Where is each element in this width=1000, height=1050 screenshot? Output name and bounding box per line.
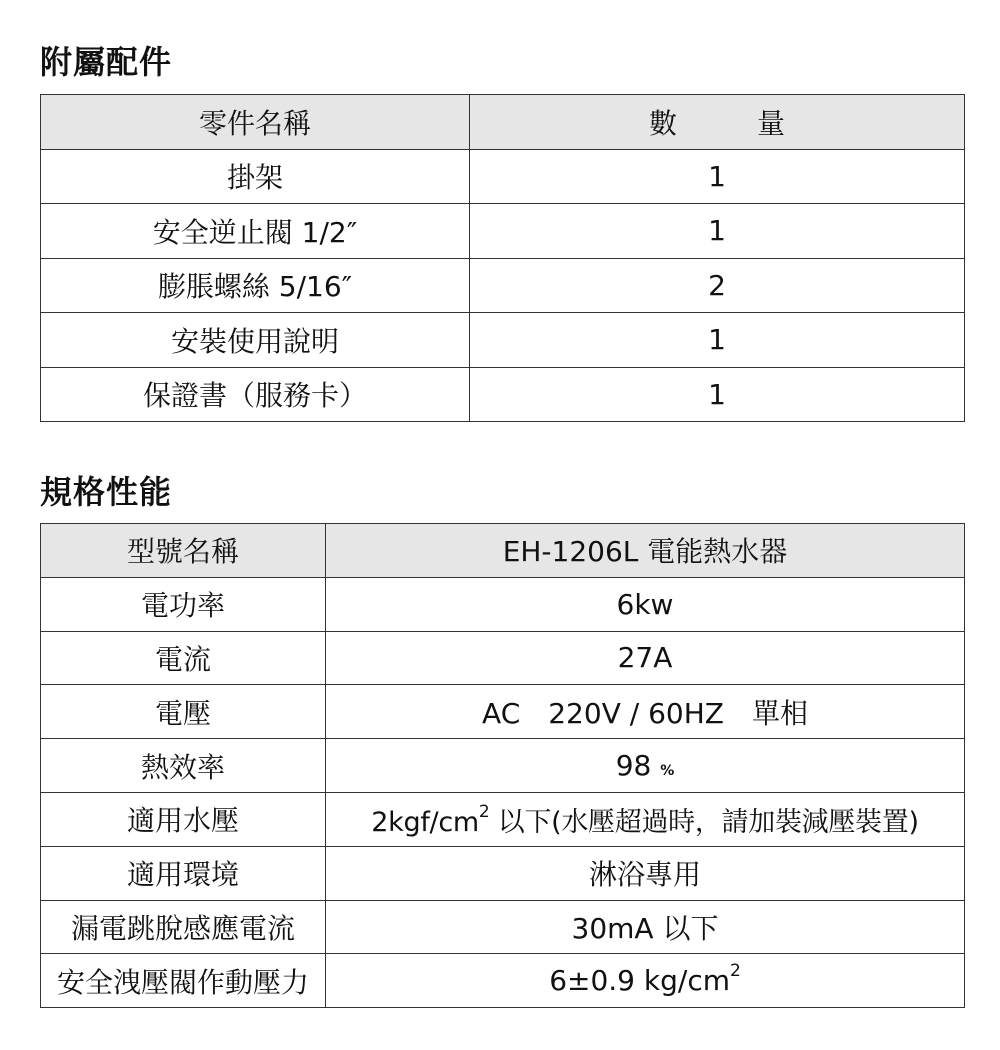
- spec-value: [326, 792, 965, 846]
- table-row: [41, 792, 965, 846]
- part-name-cell: 膨脹螺絲 5/16″: [41, 258, 470, 313]
- spec-label: 電流: [41, 631, 326, 685]
- spec-label: 電壓: [41, 685, 326, 739]
- spec-label: 適用水壓: [41, 792, 326, 846]
- part-name-cell: 保證書（服務卡）: [41, 367, 470, 422]
- table-header-row: [41, 524, 965, 578]
- table-row: [41, 954, 965, 1008]
- pressure-value: 2kgf/cm: [371, 806, 479, 838]
- spec-label: 漏電跳脫感應電流: [41, 900, 326, 954]
- part-name-cell: 安全逆止閥 1/2″: [41, 204, 470, 259]
- accessories-table: [40, 94, 965, 422]
- spec-label: 電功率: [41, 577, 326, 631]
- spec-value: AC 220V / 60HZ 單相: [326, 685, 965, 739]
- table-row: [41, 685, 965, 739]
- superscript: 2: [478, 801, 490, 822]
- spec-label: 熱效率: [41, 739, 326, 793]
- spec-value: 淋浴專用: [326, 846, 965, 900]
- pressure-note: 以下(水壓超過時，請加裝減壓裝置): [489, 806, 919, 838]
- table-header-row: [41, 95, 965, 150]
- spec-value: [326, 954, 965, 1008]
- spec-value: 27A: [326, 631, 965, 685]
- quantity-header: [470, 95, 965, 150]
- table-row: [41, 577, 965, 631]
- quantity-cell: 1: [470, 313, 965, 368]
- table-row: [41, 900, 965, 954]
- table-row: [41, 204, 965, 259]
- superscript: 2: [729, 961, 741, 982]
- model-label-header: 型號名稱: [41, 524, 326, 578]
- quantity-cell: 1: [470, 204, 965, 259]
- part-name-header: 零件名稱: [41, 95, 470, 150]
- part-name-cell: 安裝使用說明: [41, 313, 470, 368]
- table-row: [41, 846, 965, 900]
- table-row: [41, 258, 965, 313]
- spec-value: [326, 739, 965, 793]
- percent-sign: %: [660, 763, 675, 780]
- table-row: [41, 367, 965, 422]
- specs-title: 規格性能: [40, 473, 173, 511]
- quantity-header-part1: 數: [648, 106, 677, 140]
- spec-value: 30mA 以下: [326, 900, 965, 954]
- part-name-cell: 掛架: [41, 149, 470, 204]
- model-value-header: EH-1206L 電能熱水器: [326, 524, 965, 578]
- quantity-header-part2: 量: [757, 106, 786, 140]
- specs-table: [40, 523, 965, 1008]
- quantity-cell: 1: [470, 367, 965, 422]
- spec-label: 適用環境: [41, 846, 326, 900]
- relief-pressure-value: 6±0.9 kg/cm: [549, 964, 730, 998]
- accessories-title: 附屬配件: [40, 43, 173, 81]
- table-row: [41, 313, 965, 368]
- quantity-cell: 1: [470, 149, 965, 204]
- spec-value: 6kw: [326, 577, 965, 631]
- table-row: [41, 631, 965, 685]
- quantity-cell: 2: [470, 258, 965, 313]
- table-row: [41, 149, 965, 204]
- efficiency-number: 98: [615, 749, 652, 783]
- table-row: [41, 739, 965, 793]
- spec-label: 安全洩壓閥作動壓力: [41, 954, 326, 1008]
